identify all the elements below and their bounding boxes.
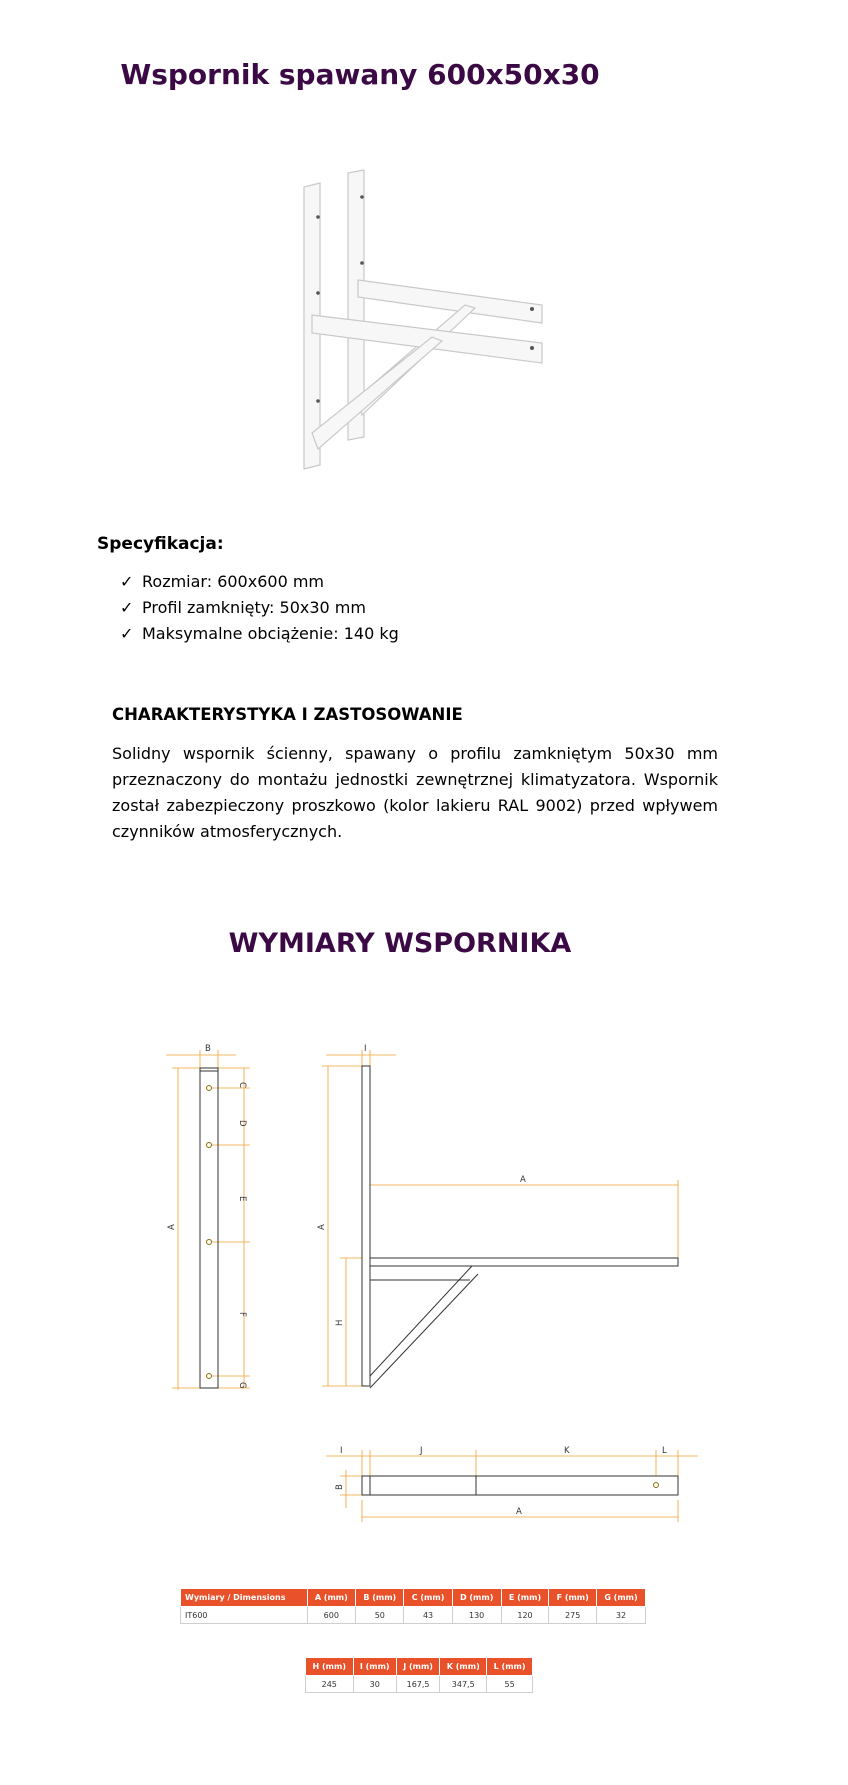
spec-heading: Specyfikacja: (97, 534, 224, 554)
check-icon: ✓ (120, 572, 134, 591)
spec-item: ✓ Profil zamknięty: 50x30 mm (120, 595, 399, 621)
spec-item: ✓ Rozmiar: 600x600 mm (120, 569, 399, 595)
characteristics-heading: CHARAKTERYSTYKA I ZASTOSOWANIE (112, 705, 463, 724)
table-cell: 600 (307, 1607, 356, 1624)
bracket-product-image (290, 165, 620, 485)
table-cell: 55 (487, 1676, 533, 1693)
table-header: I (mm) (353, 1658, 396, 1676)
table-header: J (mm) (396, 1658, 439, 1676)
dim-label-f: F (237, 1312, 247, 1317)
table-row (306, 1676, 533, 1693)
dim-label-g: G (237, 1382, 247, 1389)
side-view-arm (370, 1258, 678, 1266)
table-row (181, 1607, 646, 1624)
dimensions-title: WYMIARY WSPORNIKA (228, 928, 572, 959)
page-title: Wspornik spawany 600x50x30 (120, 58, 600, 91)
front-horizontal-arm (312, 315, 542, 363)
table-cell: 120 (501, 1607, 549, 1624)
dimensions-table-2 (305, 1657, 533, 1693)
check-icon: ✓ (120, 624, 134, 643)
dim-label-a: A (516, 1507, 522, 1517)
front-diagonal-brace (312, 337, 442, 449)
table-header: E (mm) (501, 1589, 549, 1607)
table-cell: 32 (597, 1607, 646, 1624)
spec-item: ✓ Maksymalne obciążenie: 140 kg (120, 621, 399, 647)
table-cell: 167,5 (396, 1676, 439, 1693)
table-header: L (mm) (487, 1658, 533, 1676)
table-cell: IT600 (181, 1607, 308, 1624)
spec-list (120, 569, 399, 647)
dim-label-b: B (335, 1484, 345, 1490)
front-view-bar (200, 1068, 218, 1388)
table-header: F (mm) (549, 1589, 597, 1607)
table-cell: 245 (306, 1676, 354, 1693)
table-header: D (mm) (452, 1589, 501, 1607)
characteristics-text: Solidny wspornik ścienny, spawany o profilu zamkniętym 50x30 mm przeznaczony do montażu jednostki zewnętrznej klimatyzatora. Wspornik został zabezpieczony proszkowo (kolor lakieru RAL 9002) przed wpływem czynników atmosferycznych. (112, 744, 718, 841)
table-header: K (mm) (440, 1658, 487, 1676)
table-header: G (mm) (597, 1589, 646, 1607)
dim-label-d: D (237, 1120, 247, 1127)
check-icon: ✓ (120, 598, 134, 617)
dimensions-table-1 (180, 1588, 646, 1624)
dim-label-i: I (364, 1044, 367, 1054)
table-cell: 275 (549, 1607, 597, 1624)
dim-label-b: B (205, 1044, 211, 1054)
top-view-bar (362, 1476, 678, 1495)
dim-label-j: J (420, 1446, 423, 1456)
dim-label-a: A (317, 1224, 327, 1230)
dim-label-e: E (237, 1196, 247, 1202)
dim-label-l: L (662, 1446, 667, 1456)
table-header: B (mm) (356, 1589, 404, 1607)
table-header: Wymiary / Dimensions (181, 1589, 308, 1607)
table-cell: 347,5 (440, 1676, 487, 1693)
dim-label-c: C (237, 1082, 247, 1088)
side-view-post (362, 1066, 370, 1386)
table-header: C (mm) (404, 1589, 452, 1607)
dim-label-k: K (564, 1446, 570, 1456)
dimension-drawing (0, 1030, 848, 1550)
table-cell: 50 (356, 1607, 404, 1624)
dim-label-h: H (335, 1319, 345, 1326)
dim-label-i: I (340, 1446, 343, 1456)
table-cell: 130 (452, 1607, 501, 1624)
dim-label-a: A (167, 1224, 177, 1230)
back-horizontal-arm (358, 280, 542, 323)
table-header: H (mm) (306, 1658, 354, 1676)
dim-label-a: A (520, 1175, 526, 1185)
table-header: A (mm) (307, 1589, 356, 1607)
table-cell: 30 (353, 1676, 396, 1693)
table-cell: 43 (404, 1607, 452, 1624)
